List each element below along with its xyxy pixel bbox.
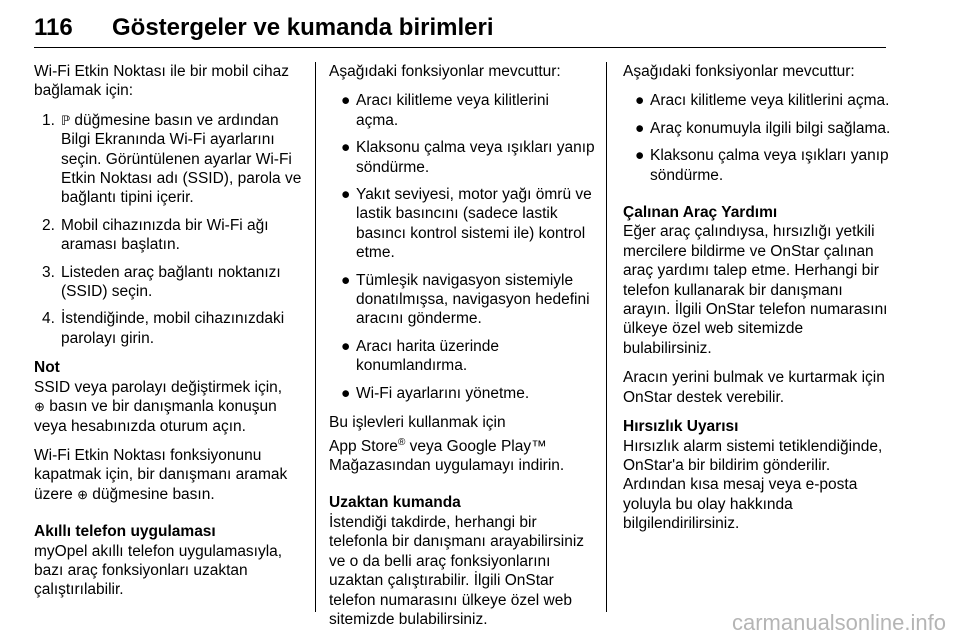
app-heading: Akıllı telefon uygulaması (34, 523, 216, 541)
step-number: 2. (42, 216, 55, 234)
note-heading: Not (34, 359, 60, 377)
remote-text: İstendiği takdirde, herhangi bir telefonla bir danışmanı arayabilirsiniz ve o da belli araç fonksiyonlarını uzaktan çalıştırabilir. İlgili OnStar telefon numarasını ülkeye özel web sitemizde bulabilirsiniz. (329, 513, 585, 628)
list-item (623, 146, 891, 185)
list-item (34, 263, 302, 302)
app-text: myOpel akıllı telefon uygulamasıyla, bazı araç fonksiyonları uzaktan çalıştırılabilir. (34, 542, 283, 599)
list-item (329, 91, 595, 130)
list-item (623, 91, 891, 110)
bullet-text: Aracı harita üzerinde konumlandırma. (356, 337, 500, 375)
step-number: 1. (42, 111, 55, 129)
column-1 (34, 62, 302, 610)
list-item (329, 271, 595, 329)
bullet: ● (635, 92, 645, 110)
disable-text-part: düğmesine basın. (88, 485, 215, 503)
functions-intro: Aşağıdaki fonksiyonlar mevcuttur: (329, 63, 561, 80)
step-text: Listeden araç bağlantı noktanızı (SSID) seçin. (61, 263, 281, 301)
bullet-text: Araç konumuyla ilgili bilgi sağlama. (650, 119, 891, 137)
list-item (329, 337, 595, 376)
list-item (329, 185, 595, 263)
usage-text (329, 413, 595, 475)
usage-line: Bu işlevleri kullanmak için (329, 414, 506, 432)
usage-line: veya Google Play™ (405, 437, 547, 455)
bullet-text: Aracı kilitleme veya kilitlerini açma. (356, 92, 549, 129)
step-text: düğmesine basın ve ardından Bilgi Ekranında Wi-Fi ayarlarını seçin. Görüntülenen ayarlar Wi-Fi Etkin Noktası adı (SSID), parola ve bağlantı tipini içerir. (61, 111, 302, 207)
header-divider (34, 47, 886, 48)
step-text: Mobil cihazınızda bir Wi-Fi ağı araması başlatın. (61, 216, 269, 254)
bullet: ● (341, 384, 351, 402)
locate-text: Aracın yerini bulmak ve kurtarmak için OnStar destek verebilir. (623, 369, 885, 406)
watermark: carmanualsonline.info (731, 610, 946, 635)
bullet: ● (341, 139, 351, 157)
stolen-heading: Çalınan Araç Yardımı (623, 204, 778, 222)
list-item (623, 119, 891, 138)
onstar-icon: ⊕ (34, 399, 45, 415)
functions-list (623, 91, 891, 185)
bullet: ● (341, 337, 351, 355)
step-text: İstendiğinde, mobil cihazınızdaki parolayı girin. (61, 310, 285, 347)
column-3 (623, 62, 891, 544)
wifi-intro: Wi-Fi Etkin Noktası ile bir mobil cihaz bağlamak için: (34, 63, 289, 100)
functions-intro: Aşağıdaki fonksiyonlar mevcuttur: (623, 63, 855, 80)
bullet: ● (341, 186, 351, 204)
stolen-text: Eğer araç çalındıysa, hırsızlığı yetkili mercilere bildirme ve OnStar çalınan araç yardımı talep etme. Herhangi bir telefon kullanarak bir danışmanı arayın. İlgili OnStar telefon numarasını ülkeye özel web sitemizde bulabilirsiniz. (623, 223, 888, 357)
bullet: ● (635, 147, 645, 165)
functions-list (329, 91, 595, 403)
registered-mark: ® (397, 436, 406, 448)
column-2 (329, 62, 595, 639)
note-text (34, 378, 302, 436)
note-text-part: SSID veya parolayı değiştirmek için, (34, 378, 283, 396)
page-header (34, 14, 886, 50)
theft-text: Hırsızlık alarm sistemi tetiklendiğinde, OnStar'a bir bildirim gönderilir. Ardından kısa mesaj veya e-posta yoluyla bu olay hakkında bilgilendirilirsiniz. (623, 437, 883, 533)
usage-line: App Store (329, 437, 398, 455)
remote-heading: Uzaktan kumanda (329, 494, 461, 512)
usage-line: Mağazasından uygulamayı indirin. (329, 457, 565, 475)
list-item (329, 138, 595, 177)
disable-text (34, 446, 302, 504)
list-item (34, 309, 302, 348)
bullet-text: Wi-Fi ayarlarını yönetme. (356, 384, 530, 402)
list-item (329, 384, 595, 403)
theft-heading: Hırsızlık Uyarısı (623, 418, 739, 436)
page-number: 116 (34, 14, 73, 41)
note-text-part: basın ve bir danışmanla konuşun veya hesabınızda oturum açın. (34, 398, 277, 435)
wifi-steps-list (34, 111, 302, 348)
column-divider-2 (606, 62, 607, 612)
bullet-text: Klaksonu çalma veya ışıkları yanıp söndürme. (356, 139, 595, 176)
bullet: ● (341, 92, 351, 110)
page-title: Göstergeler ve kumanda birimleri (112, 14, 494, 41)
bullet-text: Klaksonu çalma veya ışıkları yanıp söndürme. (650, 147, 889, 184)
bullet-text: Aracı kilitleme veya kilitlerini açma. (650, 92, 890, 110)
step-number: 3. (42, 263, 55, 281)
bullet-text: Tümleşik navigasyon sistemiyle donatılmışsa, navigasyon hedefini aracını gönderme. (356, 271, 590, 328)
step-number: 4. (42, 310, 55, 328)
list-item (34, 111, 302, 208)
list-item (34, 216, 302, 255)
bullet: ● (635, 119, 645, 137)
phone-icon: ℙ (61, 112, 71, 128)
bullet-text: Yakıt seviyesi, motor yağı ömrü ve lastik basıncını (sadece lastik basıncı kontrol sistemi ile) kontrol etme. (356, 186, 592, 262)
column-divider-1 (315, 62, 316, 612)
disable-text-part: Wi-Fi Etkin Noktası fonksiyonunu kapatmak için, bir danışmanı aramak üzere (34, 446, 288, 503)
onstar-icon: ⊕ (77, 486, 88, 502)
bullet: ● (341, 271, 351, 289)
